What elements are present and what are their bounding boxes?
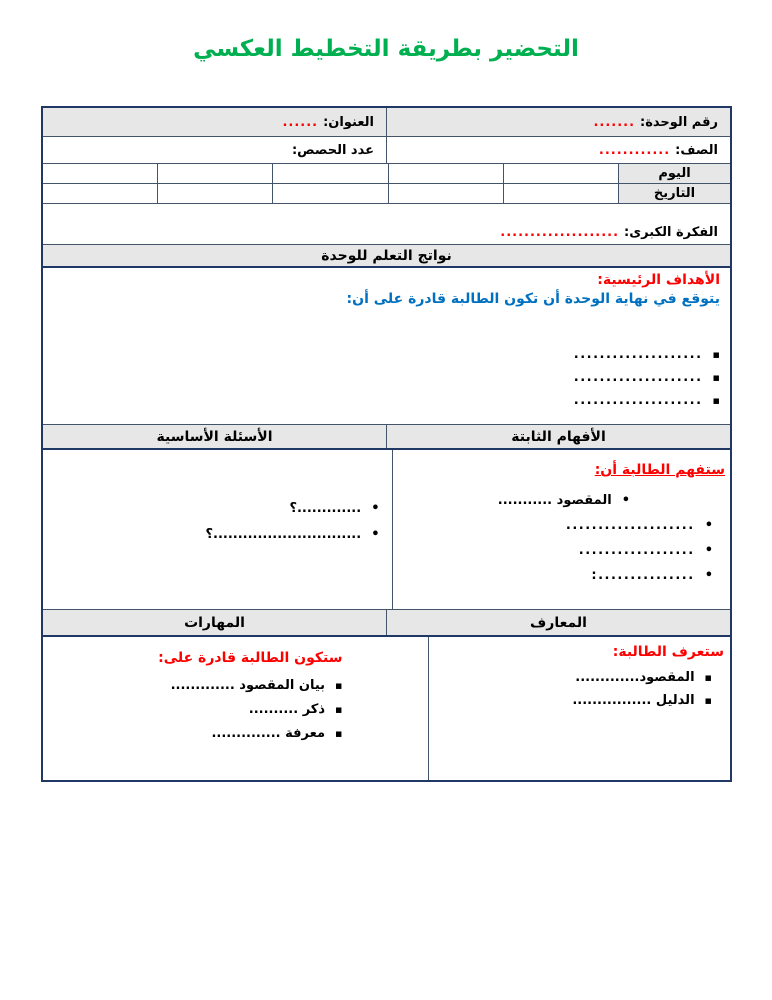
skills-title: ستكون الطالبة قادرة على:	[158, 650, 343, 666]
big-idea-label: الفكرة الكبرى:	[624, 225, 718, 240]
skill-placeholder: معرفة ..............	[211, 726, 326, 741]
date-input-cell-4[interactable]	[157, 184, 272, 203]
planning-table	[41, 106, 732, 782]
understandings-questions-header-row	[43, 425, 730, 450]
unit-number-label: رقم الوحدة:	[640, 114, 718, 130]
class-sessions-row	[43, 137, 730, 164]
date-input-cell-2[interactable]	[388, 184, 503, 203]
understanding-placeholder: ..................	[578, 543, 695, 558]
list-item	[399, 538, 714, 563]
day-input-cell-5[interactable]	[43, 164, 157, 183]
knowledge-placeholder: الدليل ................	[572, 693, 695, 708]
day-input-cell-2[interactable]	[388, 164, 503, 183]
knowledge-placeholder: المقصود.............	[575, 670, 695, 685]
round-bullet-icon: •	[371, 527, 380, 542]
outcome-placeholder: ....................	[573, 347, 703, 362]
round-bullet-icon: •	[621, 493, 630, 508]
outcomes-list	[53, 343, 720, 412]
unit-title-label: العنوان:	[323, 114, 374, 130]
unit-title-placeholder: ......	[282, 114, 319, 130]
square-bullet-icon: ▪	[704, 671, 712, 684]
outcome-placeholder: ....................	[573, 393, 703, 408]
day-input-cell-1[interactable]	[503, 164, 618, 183]
square-bullet-icon: ▪	[704, 694, 712, 707]
understandings-questions-row	[43, 450, 730, 610]
square-bullet-icon: ▪	[335, 727, 343, 740]
class-placeholder: ............	[598, 142, 671, 158]
date-row	[43, 184, 730, 204]
square-bullet-icon: ▪	[335, 679, 343, 692]
big-idea-cell	[43, 204, 730, 244]
square-bullet-icon: ▪	[712, 394, 720, 407]
date-input-cell-5[interactable]	[43, 184, 157, 203]
list-item	[399, 488, 631, 513]
knowledge-title: ستعرف الطالبة:	[612, 644, 724, 660]
sessions-label: عدد الحصص:	[291, 142, 374, 158]
outcomes-section-header: نواتج التعلم للوحدة	[321, 247, 452, 264]
class-cell	[386, 137, 730, 163]
list-item	[53, 389, 720, 412]
knowledge-skills-header-row	[43, 610, 730, 637]
round-bullet-icon: •	[371, 501, 380, 516]
outcomes-header-row	[43, 245, 730, 268]
list-item	[53, 722, 343, 746]
understanding-placeholder: ....................	[565, 518, 695, 533]
question-placeholder: ..............................؟	[205, 527, 362, 542]
list-item	[399, 513, 714, 538]
unit-title-row	[43, 108, 730, 137]
understandings-list	[399, 488, 726, 588]
question-placeholder: .............؟	[289, 501, 362, 516]
round-bullet-icon: •	[704, 543, 713, 558]
skill-placeholder: بيان المقصود .............	[170, 678, 326, 693]
round-bullet-icon: •	[704, 518, 713, 533]
main-goals-title: الأهداف الرئيسية:	[597, 272, 720, 288]
list-item	[53, 496, 380, 522]
sessions-cell	[43, 137, 386, 163]
list-item	[53, 698, 343, 722]
knowledge-list	[435, 666, 725, 712]
skill-placeholder: ذكر ..........	[248, 702, 326, 717]
square-bullet-icon: ▪	[712, 371, 720, 384]
big-idea-placeholder: ....................	[500, 225, 620, 240]
day-input-cell-3[interactable]	[272, 164, 387, 183]
unit-number-placeholder: .......	[593, 114, 636, 130]
understanding-placeholder: المقصود ...........	[497, 493, 612, 508]
main-goals-section	[43, 268, 730, 425]
day-row	[43, 164, 730, 184]
page-title: التحضير بطريقة التخطيط العكسي	[193, 36, 579, 62]
list-item	[435, 689, 713, 712]
knowledge-header: المعارف	[386, 610, 730, 635]
understandings-header: الأفهام الثابتة	[386, 425, 730, 448]
skills-list	[53, 674, 343, 746]
understanding-placeholder: ...............:	[591, 568, 695, 583]
questions-cell	[43, 450, 392, 609]
understandings-cell	[392, 450, 731, 609]
unit-number-cell	[386, 108, 730, 136]
list-item	[53, 522, 380, 548]
expectation-line: يتوقع في نهاية الوحدة أن تكون الطالبة قادرة على أن:	[346, 291, 720, 307]
understandings-title: ستفهم الطالبة أن:	[594, 462, 725, 478]
outcome-placeholder: ....................	[573, 370, 703, 385]
date-input-cell-3[interactable]	[272, 184, 387, 203]
square-bullet-icon: ▪	[712, 348, 720, 361]
day-label: اليوم	[618, 164, 730, 183]
date-input-cell-1[interactable]	[503, 184, 618, 203]
day-input-cell-4[interactable]	[157, 164, 272, 183]
list-item	[53, 343, 720, 366]
knowledge-skills-row	[43, 637, 730, 780]
list-item	[53, 674, 343, 698]
list-item	[435, 666, 713, 689]
questions-header: الأسئلة الأساسية	[156, 428, 273, 445]
big-idea-row	[43, 204, 730, 245]
round-bullet-icon: •	[704, 568, 713, 583]
square-bullet-icon: ▪	[335, 703, 343, 716]
class-label: الصف:	[675, 142, 718, 158]
date-label: التاريخ	[618, 184, 730, 203]
list-item	[53, 366, 720, 389]
knowledge-cell	[428, 637, 731, 780]
list-item	[399, 563, 714, 588]
skills-header: المهارات	[184, 614, 245, 631]
unit-title-cell	[43, 108, 386, 136]
skills-cell	[43, 637, 428, 780]
